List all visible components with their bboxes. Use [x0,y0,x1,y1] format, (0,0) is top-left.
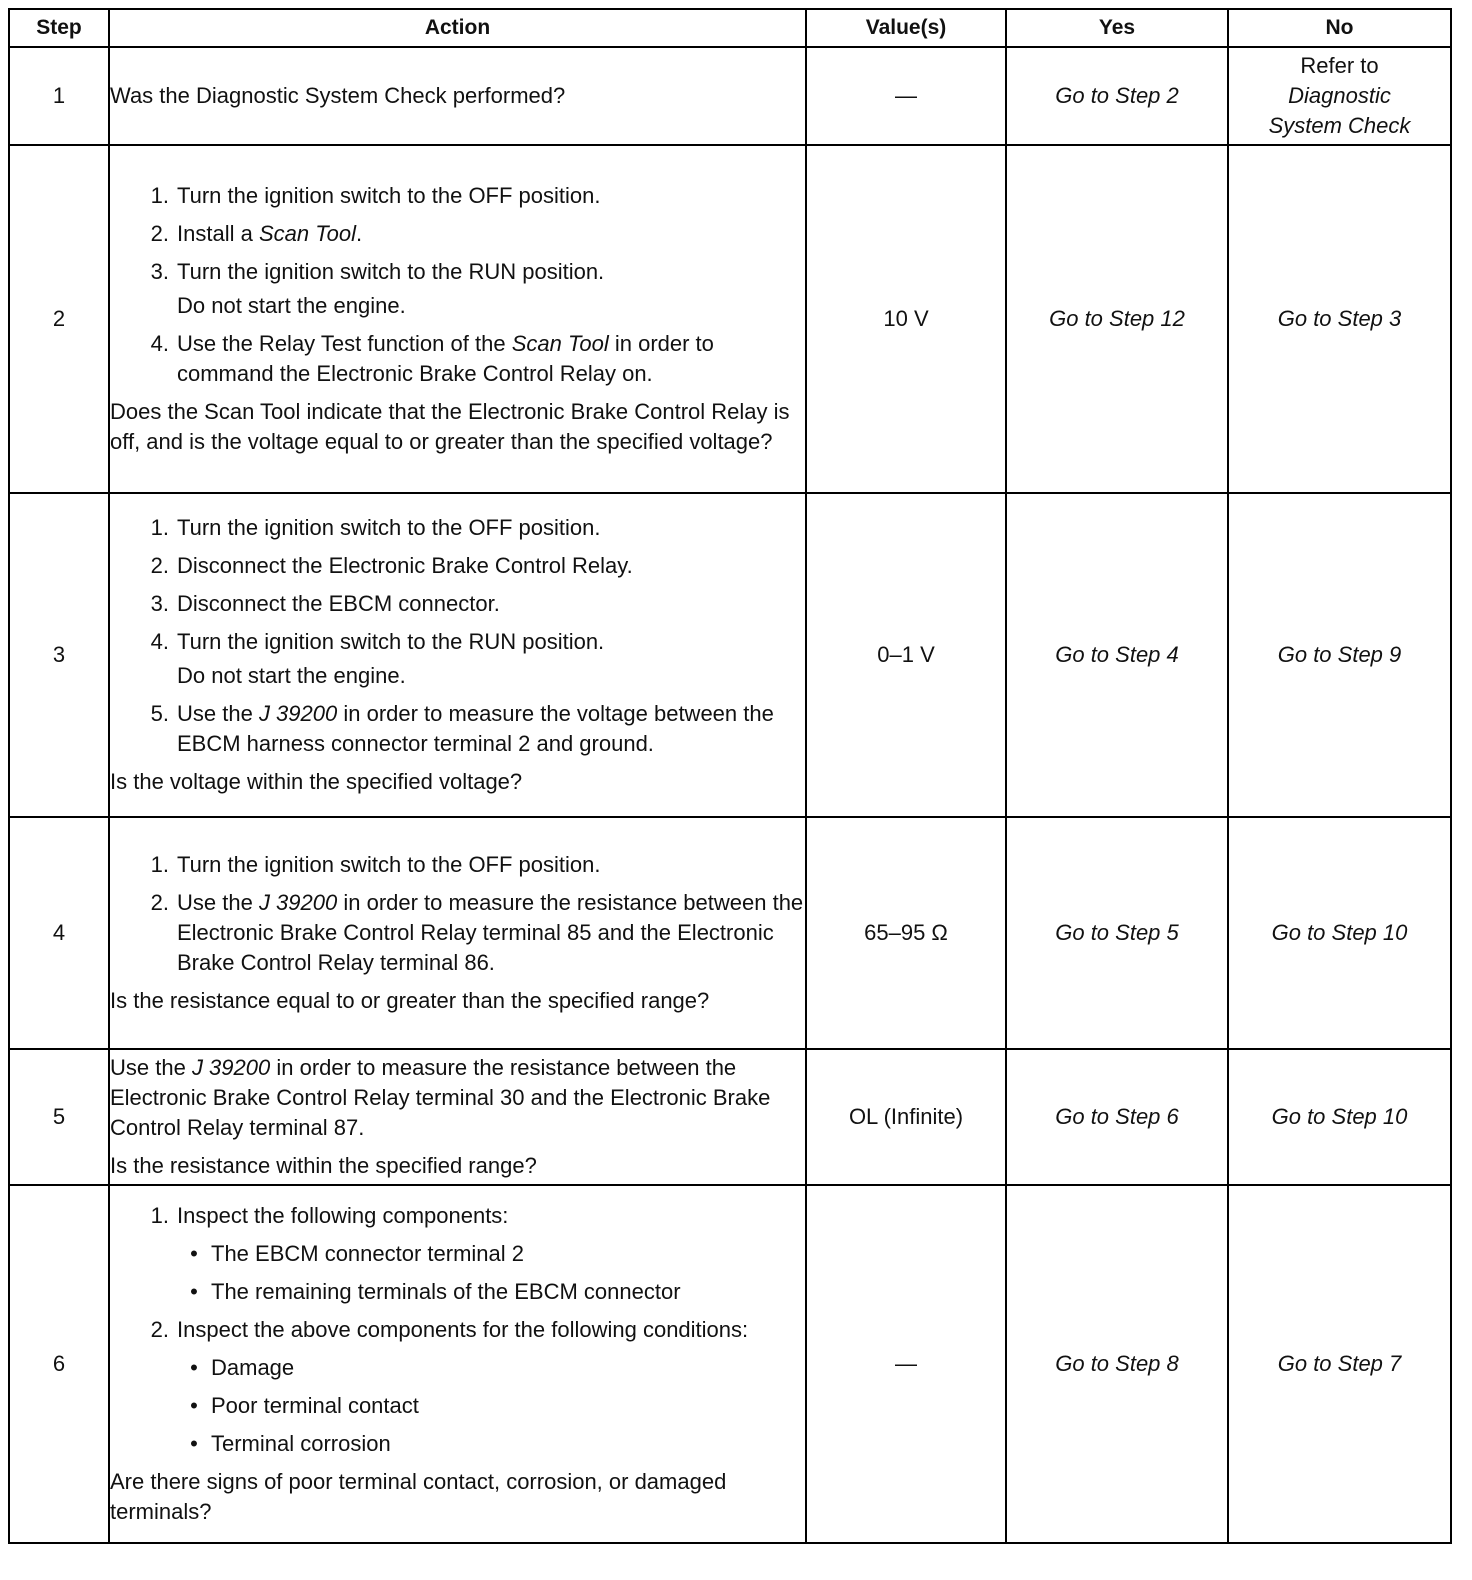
yes-cell: Go to Step 6 [1006,1049,1228,1185]
no-line-2: Diagnostic [1288,83,1391,108]
item-subnote: Do not start the engine. [177,663,406,688]
table-row-step-6 [9,1185,1451,1543]
step-number: 4 [9,817,109,1049]
action-item [110,1201,805,1231]
action-item [110,1315,805,1345]
no-cell: Go to Step 10 [1228,817,1451,1049]
item-number: 4. [150,629,169,654]
action-text-part: Use the [110,1055,192,1080]
action-item [110,257,805,287]
item-text: Disconnect the EBCM connector. [177,591,500,616]
item-text-italic: J 39200 [258,890,338,915]
no-cell: Go to Step 10 [1228,1049,1451,1185]
bullet-text: The EBCM connector terminal 2 [211,1241,525,1266]
action-item [110,699,805,759]
yes-cell: Go to Step 8 [1006,1185,1228,1543]
item-text [177,888,805,978]
action-text [110,1053,805,1143]
diagnostic-table [8,8,1452,1544]
step-number: 2 [9,145,109,493]
action-item [110,551,805,581]
bullet-text: Terminal corrosion [211,1431,391,1456]
action-cell [109,817,806,1049]
item-text-part: Use the Relay Test function of the [177,331,512,356]
action-item [110,850,805,880]
bullet-item [177,1353,805,1383]
action-cell [109,47,806,145]
yes-cell: Go to Step 4 [1006,493,1228,817]
item-number: 1. [150,1203,169,1228]
bullet-item [177,1277,805,1307]
action-cell [109,145,806,493]
item-text: Turn the ignition switch to the RUN position. [177,629,605,654]
item-text [177,699,805,759]
header-row [9,9,1451,47]
yes-cell: Go to Step 2 [1006,47,1228,145]
action-item [110,888,805,978]
bullet-icon: • [190,1279,198,1304]
item-text [177,329,805,389]
step-number: 1 [9,47,109,145]
no-cell: Go to Step 7 [1228,1185,1451,1543]
action-item [110,329,805,389]
bullet-item [177,1239,805,1269]
item-text-part: in order to measure the voltage between the EBCM harness connector terminal 2 and ground. [177,701,774,756]
no-line-1: Refer to [1300,53,1379,78]
item-number: 3. [150,259,169,284]
bullet-text: Damage [211,1355,295,1380]
item-text-part: Use the [177,701,259,726]
header-values: Value(s) [806,9,1006,47]
action-text-part: in order to measure the resistance between the Electronic Brake Control Relay terminal 30 and the Electronic Brake Control Relay terminal 87. [110,1055,771,1140]
header-no: No [1228,9,1451,47]
item-number: 2. [150,221,169,246]
item-number: 1. [150,515,169,540]
step-number: 5 [9,1049,109,1185]
item-number: 3. [150,591,169,616]
item-text: Turn the ignition switch to the OFF position. [177,515,601,540]
item-text-part: in order to command the Electronic Brake Control Relay on. [177,331,714,386]
bullet-icon: • [190,1431,198,1456]
item-text-italic: Scan Tool [511,331,609,356]
yes-cell: Go to Step 5 [1006,817,1228,1049]
action-question: Is the voltage within the specified voltage? [110,769,523,794]
action-item [110,181,805,211]
bullet-text: Poor terminal contact [211,1393,419,1418]
item-number: 5. [150,701,169,726]
item-number: 2. [150,890,169,915]
bullet-icon: • [190,1241,198,1266]
item-number: 2. [150,553,169,578]
action-item [110,627,805,657]
action-item [110,219,805,249]
no-cell: Go to Step 3 [1228,145,1451,493]
value-cell: — [806,1185,1006,1543]
item-text-part: Use the [177,890,259,915]
header-step: Step [9,9,109,47]
item-text: Inspect the above components for the following conditions: [177,1317,749,1342]
action-question: Are there signs of poor terminal contact, corrosion, or damaged terminals? [110,1469,727,1524]
action-question: Does the Scan Tool indicate that the Electronic Brake Control Relay is off, and is the voltage equal to or greater than the specified voltage? [110,399,790,454]
step-number: 3 [9,493,109,817]
value-cell: OL (Infinite) [806,1049,1006,1185]
action-question: Is the resistance within the specified range? [110,1153,537,1178]
bullet-text: The remaining terminals of the EBCM connector [211,1279,681,1304]
header-action: Action [109,9,806,47]
action-item [110,589,805,619]
item-number: 2. [150,1317,169,1342]
bullet-icon: • [190,1393,198,1418]
action-cell [109,493,806,817]
item-text [177,219,805,249]
no-line-3: System Check [1268,113,1411,138]
item-number: 1. [150,852,169,877]
item-text-italic: Scan Tool [258,221,356,246]
action-item [110,513,805,543]
no-cell [1228,47,1451,145]
table-row-step-1 [9,47,1451,145]
bullet-item [177,1391,805,1421]
value-cell: — [806,47,1006,145]
item-text: Inspect the following components: [177,1203,509,1228]
action-cell [109,1049,806,1185]
value-cell: 65–95 Ω [806,817,1006,1049]
item-text: Disconnect the Electronic Brake Control Relay. [177,553,633,578]
yes-cell: Go to Step 12 [1006,145,1228,493]
no-cell: Go to Step 9 [1228,493,1451,817]
header-yes: Yes [1006,9,1228,47]
value-cell: 10 V [806,145,1006,493]
item-text-italic: J 39200 [258,701,338,726]
table-row-step-2 [9,145,1451,493]
table-row-step-3 [9,493,1451,817]
table-row-step-5 [9,1049,1451,1185]
item-text: Turn the ignition switch to the OFF position. [177,852,601,877]
action-cell [109,1185,806,1543]
action-text-italic: J 39200 [191,1055,271,1080]
item-text: Turn the ignition switch to the RUN position. [177,259,605,284]
item-text: Turn the ignition switch to the OFF position. [177,183,601,208]
item-text-part: . [355,221,363,246]
item-subnote: Do not start the engine. [177,293,406,318]
item-number: 4. [150,331,169,356]
bullet-icon: • [190,1355,198,1380]
bullet-item [177,1429,805,1459]
value-cell: 0–1 V [806,493,1006,817]
action-question: Is the resistance equal to or greater than the specified range? [110,988,710,1013]
step-number: 6 [9,1185,109,1543]
item-number: 1. [150,183,169,208]
table-row-step-4 [9,817,1451,1049]
item-text-part: Install a [177,221,259,246]
item-text-part: in order to measure the resistance between the Electronic Brake Control Relay terminal 85 and the Electronic Brake Control Relay terminal 86. [177,890,804,975]
action-question: Was the Diagnostic System Check performed? [110,83,566,108]
